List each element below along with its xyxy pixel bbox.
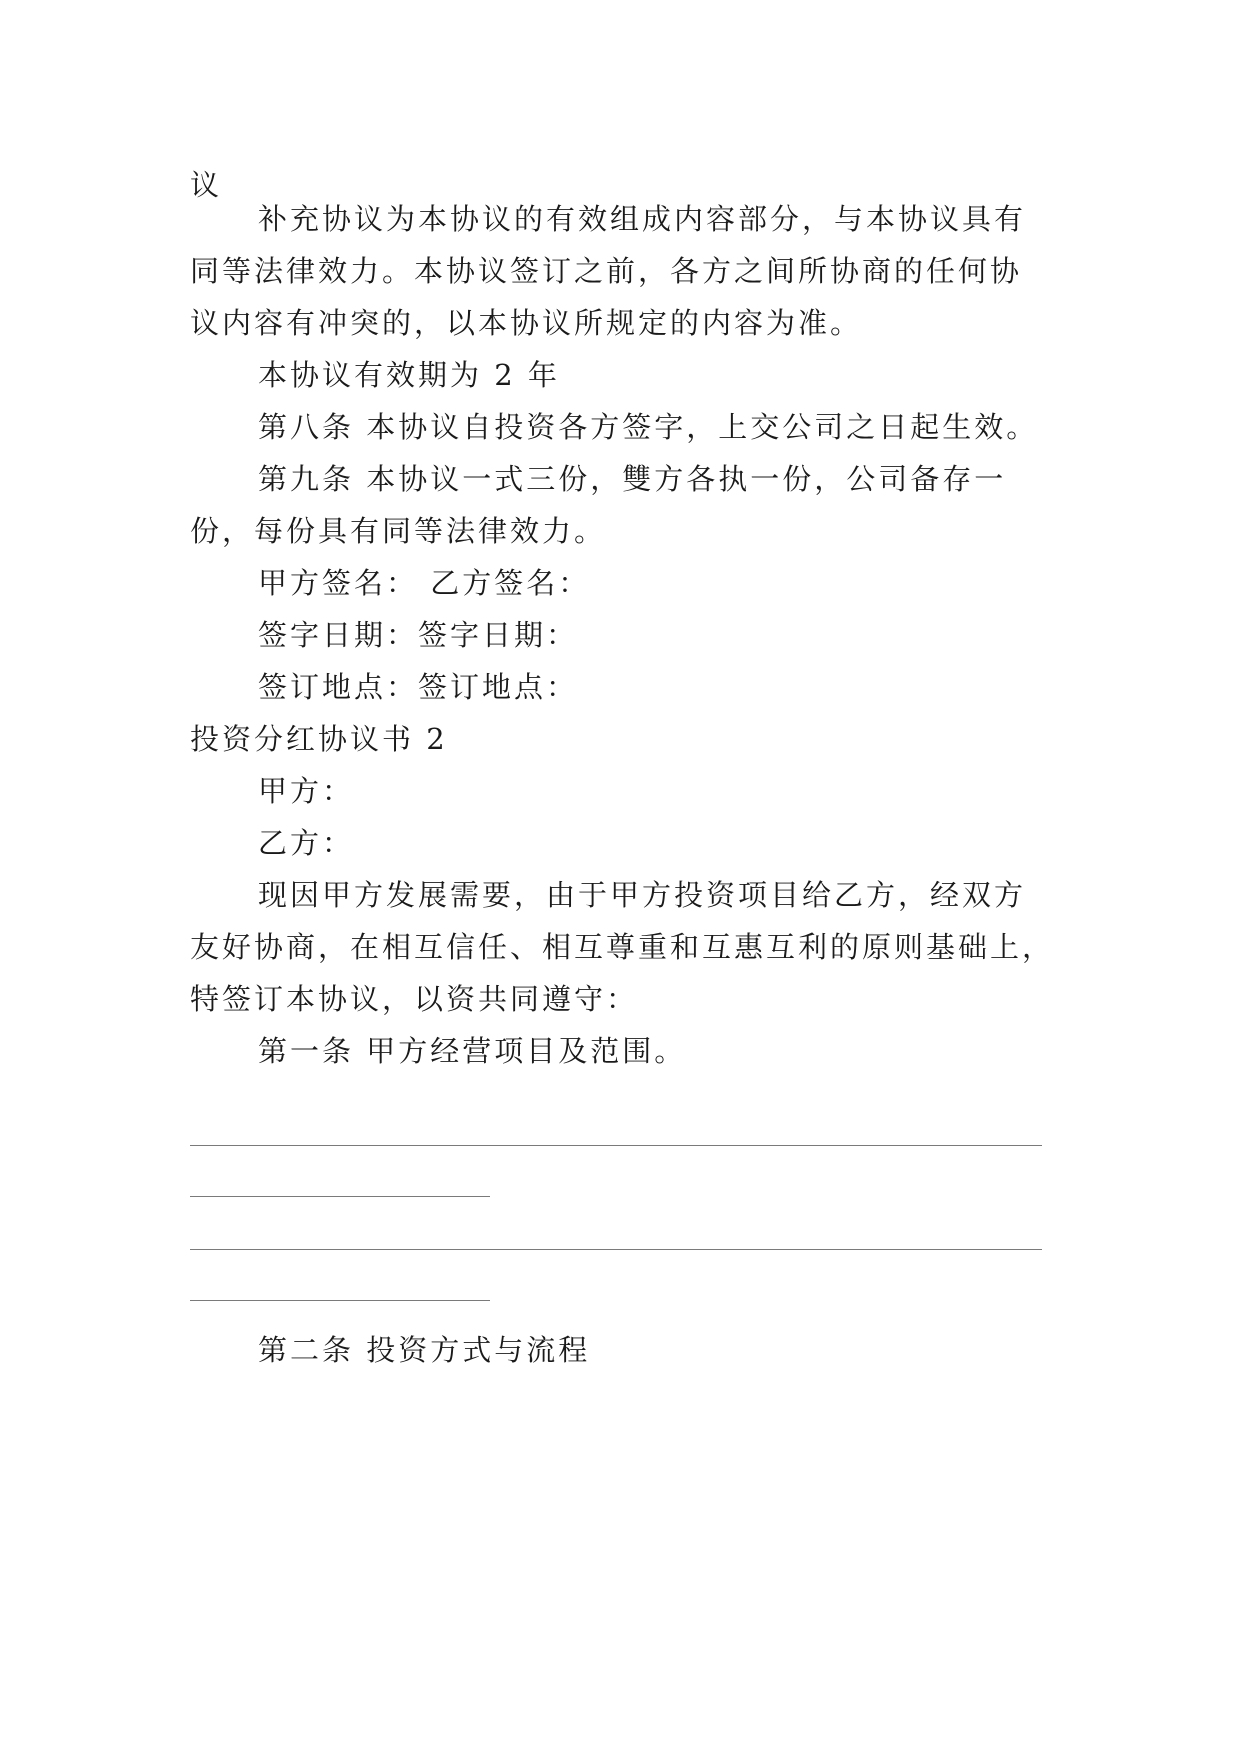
- text-line: 议: [190, 168, 223, 202]
- text-line: 同等法律效力。本协议签订之前，各方之间所协商的任何协: [190, 254, 1023, 288]
- text-line: 友好协商，在相互信任、相互尊重和互惠互利的原则基础上，: [190, 930, 1055, 964]
- blank-fill-line: [190, 1300, 490, 1301]
- party-b-line: 乙方：: [258, 826, 355, 860]
- text-line: 本协议有效期为 2 年: [258, 358, 560, 392]
- text-line: 份，每份具有同等法律效力。: [190, 514, 607, 548]
- blank-fill-line: [190, 1145, 1042, 1146]
- blank-fill-line: [190, 1249, 1042, 1250]
- text-line: 第九条 本协议一式三份，雙方各执一份，公司备存一: [258, 462, 1007, 496]
- text-line: 现因甲方发展需要，由于甲方投资项目给乙方，经双方: [258, 878, 1027, 912]
- signature-date-line: 签字日期：签字日期：: [258, 618, 579, 652]
- article-heading: 第二条 投资方式与流程: [258, 1333, 591, 1367]
- text-line: 第八条 本协议自投资各方签字，上交公司之日起生效。: [258, 410, 1039, 444]
- signature-place-line: 签订地点：签订地点：: [258, 670, 579, 704]
- blank-fill-line: [190, 1196, 490, 1197]
- party-a-line: 甲方：: [258, 774, 355, 808]
- signature-line: 甲方签名： 乙方签名：: [258, 566, 591, 600]
- text-line: 补充协议为本协议的有效组成内容部分，与本协议具有: [258, 202, 1027, 236]
- article-heading: 第一条 甲方经营项目及范围。: [258, 1034, 687, 1068]
- text-line: 议内容有冲突的，以本协议所规定的内容为准。: [190, 306, 863, 340]
- section-title: 投资分红协议书 2: [190, 722, 448, 756]
- text-line: 特签订本协议，以资共同遵守：: [190, 982, 639, 1016]
